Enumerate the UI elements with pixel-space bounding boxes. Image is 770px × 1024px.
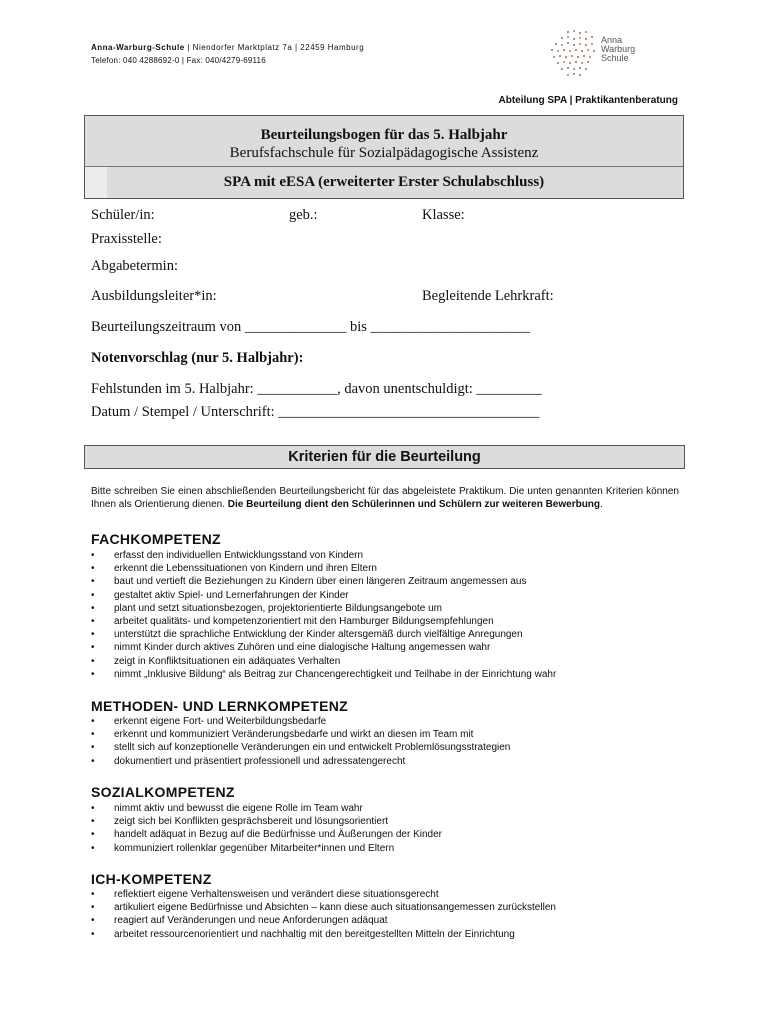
list-item: • kommuniziert rollenklar gegenüber Mitarbeiter*innen und Eltern <box>91 842 442 855</box>
list-item: • stellt sich auf konzeptionelle Veränderungen ein und entwickelt Problemlösungsstrategien <box>91 741 510 754</box>
ichkompetenz-list <box>91 888 556 941</box>
criteria-intro <box>91 485 679 511</box>
period-field: Beurteilungszeitraum von ______________ bis ______________________ <box>91 319 530 335</box>
section-title-sozialkompetenz: SOZIALKOMPETENZ <box>91 784 235 800</box>
placement-field-label: Praxisstelle: <box>91 231 162 247</box>
list-item: • reflektiert eigene Verhaltensweisen und verändert diese situationsgerecht <box>91 888 556 901</box>
list-item: • erkennt und kommuniziert Veränderungsbedarfe und wirkt an diesen im Team mit <box>91 728 510 741</box>
criteria-heading: Kriterien für die Beurteilung <box>84 445 685 469</box>
form-title: Beurteilungsbogen für das 5. Halbjahr <box>260 127 508 143</box>
program-title: SPA mit eESA (erweiterter Erster Schulabschluss) <box>223 174 545 190</box>
list-item: • gestaltet aktiv Spiel- und Lernerfahrungen der Kinder <box>91 589 556 602</box>
title-box <box>84 115 684 199</box>
list-item: • reagiert auf Veränderungen und neue Anforderungen adäquat <box>91 914 556 927</box>
department-label: Abteilung SPA | Praktikantenberatung <box>498 95 678 106</box>
birthdate-field-label: geb.: <box>289 207 318 223</box>
list-item: • baut und vertieft die Beziehungen zu Kindern über einen längeren Zeitraum angemessen aus <box>91 575 556 588</box>
logo-text-line: Warburg <box>601 44 636 54</box>
contact-line: Telefon: 040 4288692-0 | Fax: 040/4279-69116 <box>91 56 266 65</box>
list-item: • arbeitet qualitäts- und kompetenzorientiert mit den Hamburger Bildungsempfehlungen <box>91 615 556 628</box>
list-item: • erkennt die Lebenssituationen von Kindern und ihren Eltern <box>91 562 556 575</box>
list-item: • erkennt eigene Fort- und Weiterbildungsbedarfe <box>91 715 510 728</box>
list-item: • zeigt sich bei Konflikten gesprächsbereit und lösungsorientiert <box>91 815 442 828</box>
school-logo <box>547 27 665 83</box>
teacher-field-label: Begleitende Lehrkraft: <box>422 288 554 304</box>
intro-end: . <box>600 499 603 510</box>
fachkompetenz-list <box>91 549 556 681</box>
school-name: Anna-Warburg-Schule <box>91 43 185 52</box>
sozialkompetenz-list <box>91 802 442 855</box>
logo-text <box>601 36 635 63</box>
list-item: • unterstützt die sprachliche Entwicklung der Kinder altersgemäß durch vielfältige Anregungen <box>91 628 556 641</box>
list-item: • dokumentiert und präsentiert professionell und adressatengerecht <box>91 755 510 768</box>
list-item: • erfasst den individuellen Entwicklungsstand von Kindern <box>91 549 556 562</box>
intro-bold-text: Die Beurteilung dient den Schülerinnen und Schülern zur weiteren Bewerbung <box>224 499 601 510</box>
signature-field: Datum / Stempel / Unterschrift: ____________________________________ <box>91 404 540 420</box>
list-item: • nimmt aktiv und bewusst die eigene Rolle im Team wahr <box>91 802 442 815</box>
class-field-label: Klasse: <box>422 207 465 223</box>
logo-text-line: Anna <box>601 35 623 45</box>
intro-text: Bitte schreiben Sie einen abschließenden Beurteilungsbericht für das abgeleistete Praktikum. Die unten genannten Kriterien können Ihnen als Orientierung dienen. <box>91 486 679 510</box>
methodenkompetenz-list <box>91 715 510 768</box>
logo-text-line: Schule <box>601 53 629 63</box>
title-divider <box>85 166 683 167</box>
list-item: • plant und setzt situationsbezogen, projektorientierte Bildungsangebote um <box>91 602 556 615</box>
address-text: | Niendorfer Marktplatz 7a | 22459 Hamburg <box>184 43 365 52</box>
due-date-field-label: Abgabetermin: <box>91 258 178 274</box>
section-title-ichkompetenz: ICH-KOMPETENZ <box>91 871 212 887</box>
list-item: • arbeitet ressourcenorientiert und nachhaltig mit den bereitgestellten Mitteln der Einrichtung <box>91 928 556 941</box>
section-title-fachkompetenz: FACHKOMPETENZ <box>91 531 221 547</box>
logo-dot-pattern-icon <box>547 27 599 83</box>
list-item: • zeigt in Konfliktsituationen ein adäquates Verhalten <box>91 655 556 668</box>
list-item: • nimmt „Inklusive Bildung“ als Beitrag zur Chancengerechtigkeit und Teilhabe in der Einrichtung wahr <box>91 668 556 681</box>
absence-field: Fehlstunden im 5. Halbjahr: ___________, davon unentschuldigt: _________ <box>91 381 542 397</box>
form-subtitle: Berufsfachschule für Sozialpädagogische Assistenz <box>229 145 539 161</box>
list-item: • artikuliert eigene Bedürfnisse und Absichten – kann diese auch situationsangemessen zurückstellen <box>91 901 556 914</box>
trainer-field-label: Ausbildungsleiter*in: <box>91 288 217 304</box>
section-title-methodenkompetenz: METHODEN- UND LERNKOMPETENZ <box>91 698 348 714</box>
student-field-label: Schüler/in: <box>91 207 155 223</box>
list-item: • nimmt Kinder durch aktives Zuhören und eine dialogische Haltung angemessen wahr <box>91 641 556 654</box>
grade-suggestion-label: Notenvorschlag (nur 5. Halbjahr): <box>91 350 304 366</box>
list-item: • handelt adäquat in Bezug auf die Bedürfnisse und Äußerungen der Kinder <box>91 828 442 841</box>
school-address <box>91 43 364 52</box>
